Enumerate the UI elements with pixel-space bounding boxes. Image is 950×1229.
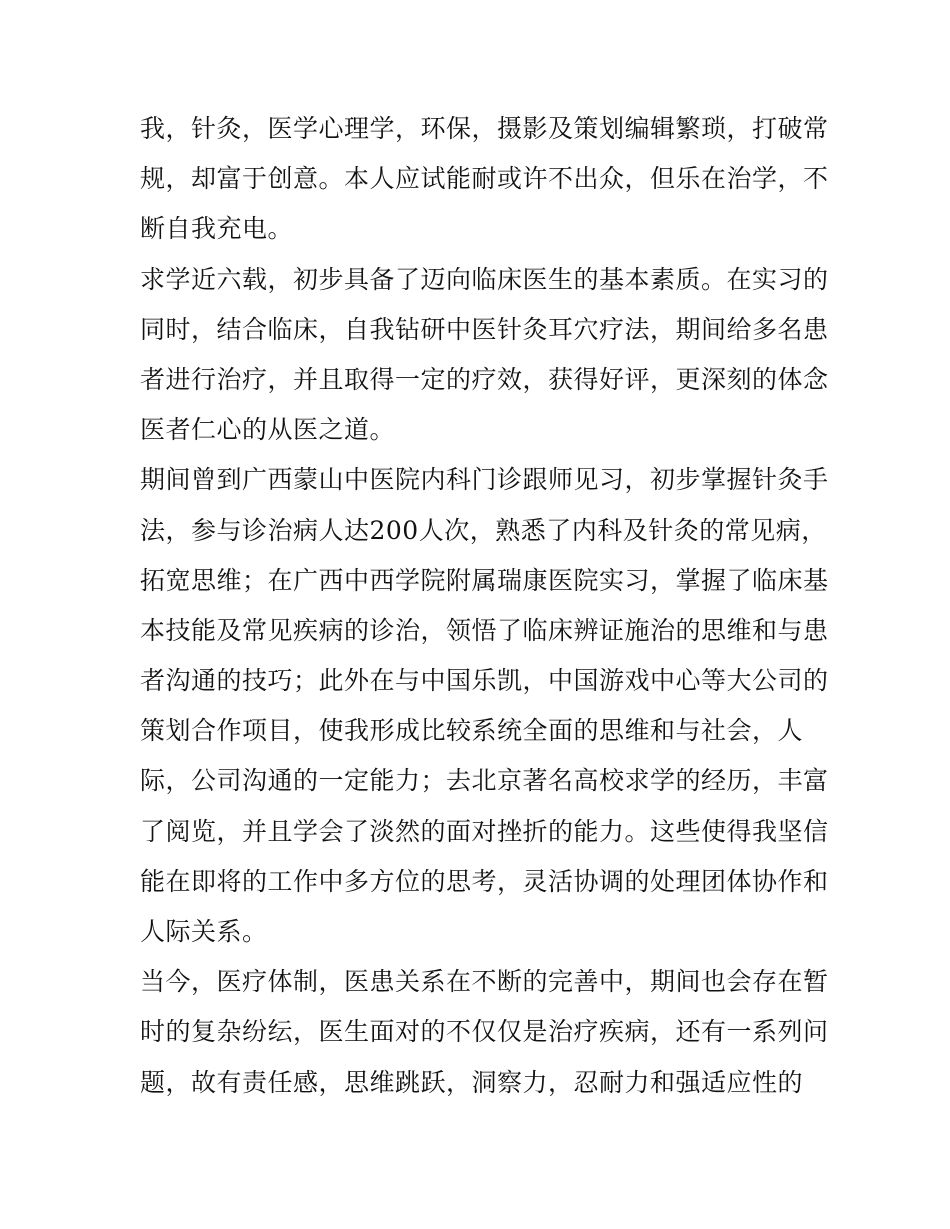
text-line: 医者仁心的从医之道。 bbox=[140, 415, 396, 445]
text-line: 同时，结合临床，自我钻研中医针灸耳穴疗法，期间给多名患 bbox=[140, 314, 829, 344]
text-line: 时的复杂纷纭，医生面对的不仅仅是治疗疾病，还有一系列问 bbox=[140, 1017, 829, 1047]
text-line: 本技能及常见疾病的诊治，领悟了临床辨证施治的思维和与患 bbox=[140, 615, 829, 645]
text-line: 断自我充电。 bbox=[140, 214, 294, 244]
text-line: 际，公司沟通的一定能力；去北京著名高校求学的经历，丰富 bbox=[140, 766, 829, 796]
text-line: 者沟通的技巧；此外在与中国乐凯，中国游戏中心等大公司的 bbox=[140, 666, 829, 696]
document-body bbox=[140, 104, 829, 1108]
paragraph-2 bbox=[140, 255, 829, 456]
text-line: 拓宽思维；在广西中西学院附属瑞康医院实习，掌握了临床基 bbox=[140, 565, 829, 595]
text-line: 人际关系。 bbox=[140, 917, 268, 946]
text-line: 求学近六载，初步具备了迈向临床医生的基本素质。在实习的 bbox=[140, 264, 829, 294]
text-line: 法，参与诊治病人达200人次，熟悉了内科及针灸的常见病， bbox=[140, 515, 827, 545]
paragraph-1 bbox=[140, 104, 829, 255]
text-line: 能在即将的工作中多方位的思考，灵活协调的处理团体协作和 bbox=[140, 866, 829, 896]
text-line: 题，故有责任感，思维跳跃，洞察力，忍耐力和强适应性的 bbox=[140, 1067, 804, 1097]
text-line: 规，却富于创意。本人应试能耐或许不出众，但乐在治学，不 bbox=[140, 164, 829, 194]
text-line: 了阅览，并且学会了淡然的面对挫折的能力。这些使得我坚信 bbox=[140, 816, 829, 846]
text-line: 策划合作项目，使我形成比较系统全面的思维和与社会，人 bbox=[140, 716, 804, 746]
text-line: 当今，医疗体制，医患关系在不断的完善中，期间也会存在暂 bbox=[140, 967, 829, 997]
text-line: 期间曾到广西蒙山中医院内科门诊跟师见习，初步掌握针灸手 bbox=[140, 465, 829, 495]
paragraph-3 bbox=[140, 455, 829, 957]
text-line: 者进行治疗，并且取得一定的疗效，获得好评，更深刻的体念 bbox=[140, 364, 829, 394]
text-line: 我，针灸，医学心理学，环保，摄影及策划编辑繁琐，打破常 bbox=[140, 114, 829, 143]
paragraph-4 bbox=[140, 957, 829, 1108]
